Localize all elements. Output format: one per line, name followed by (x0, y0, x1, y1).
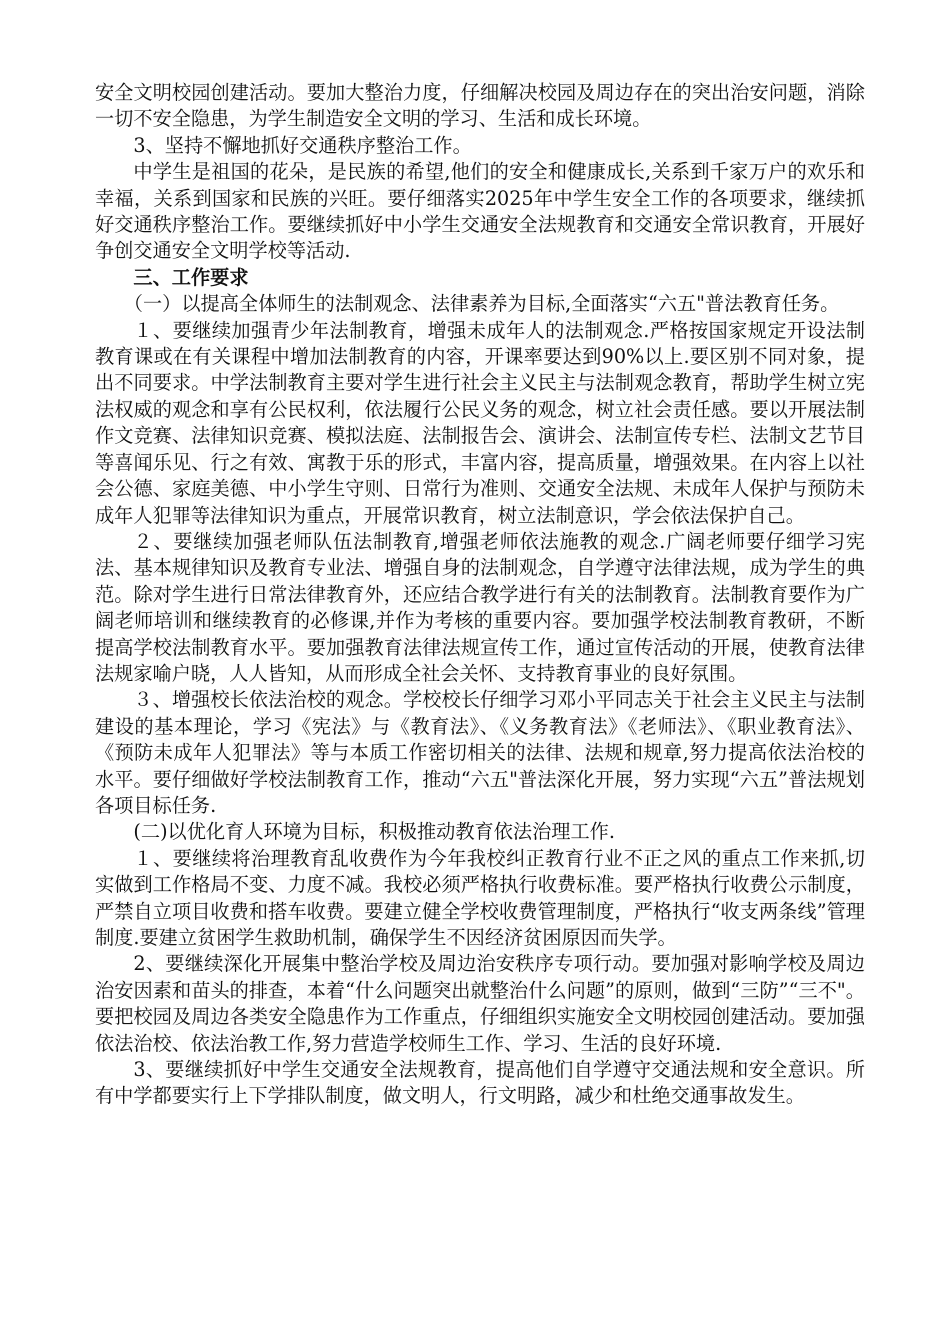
paragraph-subsection-two: (二)以优化育人环境为目标，积极推动教育依法治理工作. (133, 820, 615, 844)
paragraph-traffic-order-item: 3、坚持不懈地抓好交通秩序整治工作。 (133, 133, 472, 157)
paragraph-campus-security-action: 2、要继续深化开展集中整治学校及周边治安秩序专项行动。要加强对影响学校及周边治安因素和苗头的排查，本着“什么问题突出就整治什么问题”的原则，做到“三防”“三不"。要把校园及周边各类安全隐患作为工作重点，仔细组织实施安全文明校园创建活动。要加强依法治校、依法治教工作,努力营造学校师生工作、学习、生活的良好环境. (95, 952, 865, 1055)
document-page (95, 80, 865, 1110)
paragraph-subsection-one: （一）以提高全体师生的法制观念、法律素养为目标,全面落实“六五"普法教育任务。 (123, 292, 840, 316)
paragraph-teacher-legal-education: ２、要继续加强老师队伍法制教育,增强老师依法施教的观念.广阔老师要仔细学习宪法、基本规律知识及教育专业法、增强自身的法制观念，自学遵守法律法规，成为学生的典范。除对学生进行日常法律教育外，还应结合教学进行有关的法制教育。法制教育要作为广阔老师培训和继续教育的必修课,并作为考核的重要内容。要加强学校法制教育教研，不断提高学校法制教育水平。要加强教育法律法规宣传工作，通过宣传活动的开展，使教育法律法规家喻户晓，人人皆知，从而形成全社会关怀、支持教育事业的良好氛围。 (95, 529, 865, 685)
section-heading-work-requirements: 三、工作要求 (133, 265, 249, 289)
paragraph-traffic-law-education: 3、要继续抓好中学生交通安全法规教育，提高他们自学遵守交通法规和安全意识。所有中学都要实行上下学排队制度，做文明人，行文明路，减少和杜绝交通事故发生。 (95, 1058, 865, 1108)
paragraph-youth-legal-education: １、要继续加强青少年法制教育，增强未成年人的法制观念.严格按国家规定开设法制教育课或在有关课程中增加法制教育的内容，开课率要达到90%以上.要区别不同对象，提出不同要求。中学法制教育主要对学生进行社会主义民主与法制观念教育，帮助学生树立宪法权威的观念和享有公民权利，依法履行公民义务的观念，树立社会责任感。要以开展法制作文竞赛、法律知识竞赛、模拟法庭、法制报告会、演讲会、法制宣传专栏、法制文艺节目等喜闻乐见、行之有效、寓教于乐的形式，丰富内容，提高质量，增强效果。在内容上以社会公德、家庭美德、中小学生守则、日常行为准则、交通安全法规、未成年人保护与预防未成年人犯罪等法律知识为重点，开展常识教育，树立法制意识，学会依法保护自己。 (95, 318, 865, 527)
paragraph-student-safety: 中学生是祖国的花朵，是民族的希望,他们的安全和健康成长,关系到千家万户的欢乐和幸福，关系到国家和民族的兴旺。要仔细落实2025年中学生安全工作的各项要求，继续抓好交通秩序整治工作。要继续抓好中小学生交通安全法规教育和交通安全常识教育，开展好争创交通安全文明学校等活动. (95, 160, 865, 263)
paragraph-fee-governance: １、要继续将治理教育乱收费作为今年我校纠正教育行业不正之风的重点工作来抓,切实做到工作格局不变、力度不减。我校必须严格执行收费标准。要严格执行收费公示制度，严禁自立项目收费和搭车收费。要建立健全学校收费管理制度，严格执行“收支两条线”管理制度.要建立贫困学生救助机制，确保学生不因经济贫困原因而失学。 (95, 846, 865, 949)
paragraph-campus-safety-continued: 安全文明校园创建活动。要加大整治力度，仔细解决校园及周边存在的突出治安问题，消除一切不安全隐患，为学生制造安全文明的学习、生活和成长环境。 (95, 81, 865, 131)
paragraph-principal-rule-of-law: ３、增强校长依法治校的观念。学校校长仔细学习邓小平同志关于社会主义民主与法制建设的基本理论，学习《宪法》与《教育法》、《义务教育法》《老师法》、《职业教育法》、《预防未成年人犯罪法》等与本质工作密切相关的法律、法规和规章,努力提高依法治校的水平。要仔细做好学校法制教育工作，推动“六五"普法深化开展，努力实现“六五”普法规划各项目标任务. (95, 688, 865, 817)
